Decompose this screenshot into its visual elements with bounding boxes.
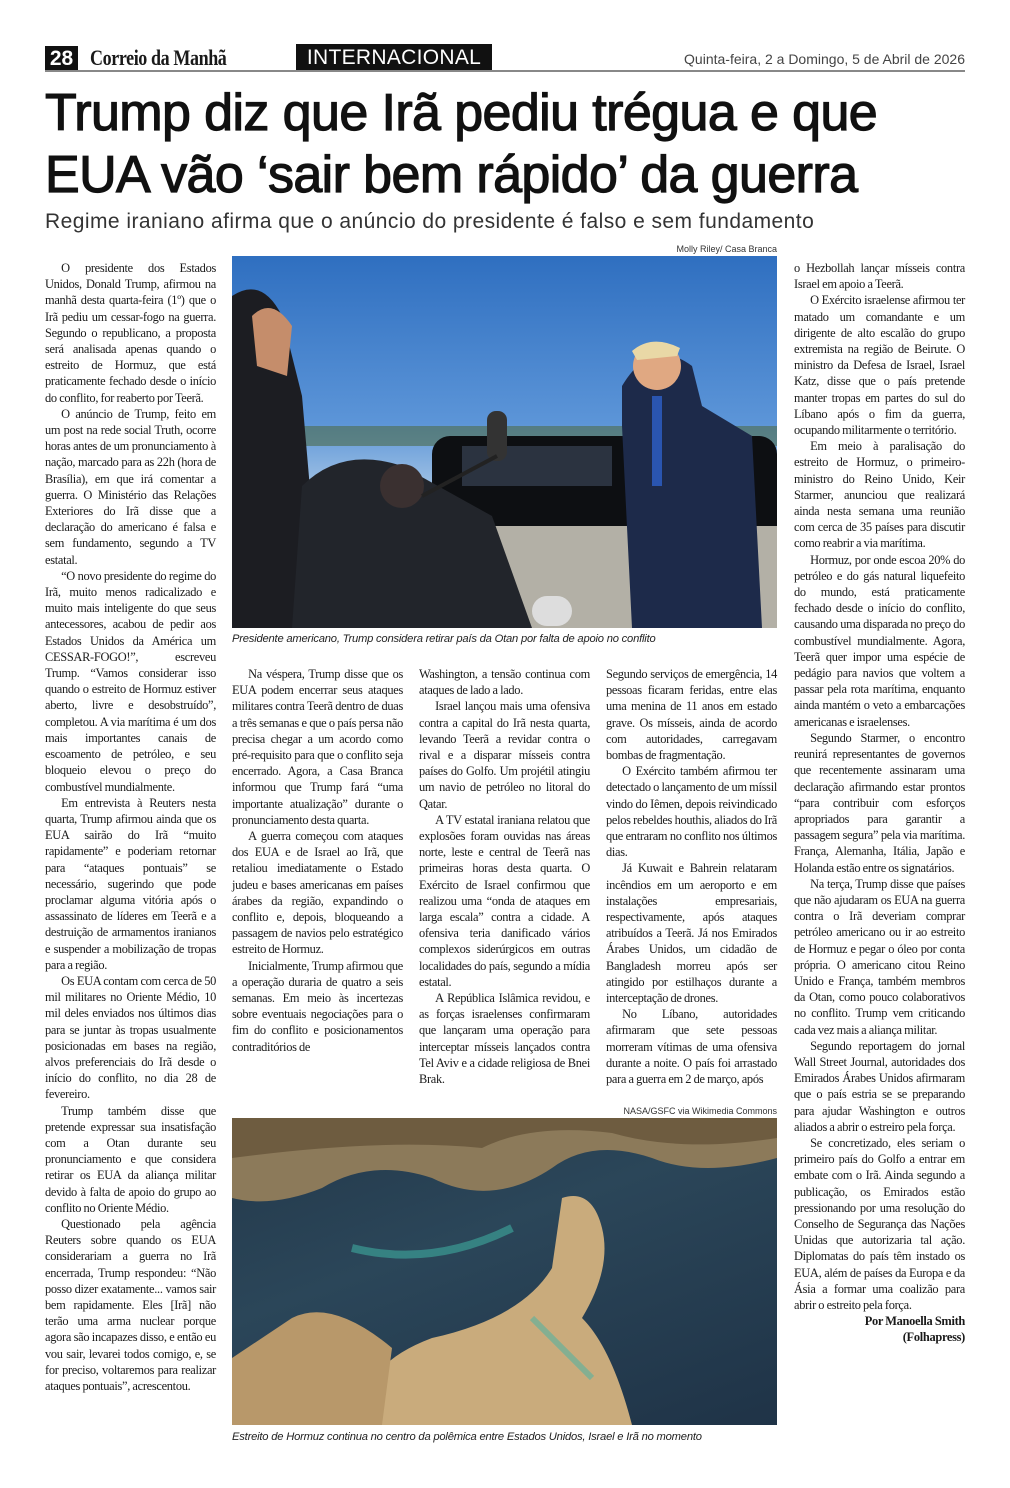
satellite-map-illustration: [232, 1118, 777, 1425]
article-paragraph: O presidente dos Estados Unidos, Donald Trump, afirmou na manhã desta quarta-feira (1º) que o Irã pediu um cessar-fogo na guerra. Segundo o republicano, a proposta será analisada apenas quando o estreito de Hormuz, que está praticamente fechado desde o início do conflito, for reaberto por Teerã.: [45, 261, 216, 405]
article-paragraph: Segundo reportagem do jornal Wall Street Journal, autoridades dos Emirados Árabes Unidos afirmaram que o país estria se se preparando para ajudar Washington e outros aliados a abrir o estreiro pela força.: [794, 1038, 965, 1134]
article-column-5: [794, 260, 965, 1346]
hormuz-satellite-map: [232, 1118, 777, 1425]
page-number: 28: [45, 46, 78, 71]
article-paragraph: O Exército israelense afirmou ter matado um comandante e um dirigente de alto escalão do grupo extremista na região de Beirute. O ministro da Defesa de Israel, Israel Katz, disse que o país pretende manter tropas em partes do sul do Líbano após o fim da guerra, ocupando militarmente o território.: [794, 293, 965, 438]
article-paragraph: Questionado pela agência Reuters sobre quando os EUA considerariam a guerra no Irã encerrada, Trump respondeu: “Não posso dizer exatamente... vamos sair bem rapidamente. Eles [Irã] não terão uma arma nuclear porque agora são incapazes disso, e então eu vou sair, levarei todos comigo, e, se for preciso, voltaremos para realizar ataques pontuais”, acrescentou.: [45, 1216, 216, 1394]
article-paragraph: O anúncio de Trump, feito em um post na rede social Truth, ocorre horas antes de um pronunciamento à nação, marcado para as 22h (hora de Brasília), em que irá comentar a guerra. O Ministério das Relações Exteriores do Irã disse que a declaração do americano é falsa e sem fundamento, segundo a TV estatal.: [45, 406, 216, 567]
article-paragraph: Washington, a tensão continua com ataques de lado a lado.: [419, 667, 590, 698]
article-paragraph: Inicialmente, Trump afirmou que a operação duraria de quatro a seis semanas. Em meio às incertezas sobre eventuais negociações para o fim do conflito e posicionamentos contraditórios de: [232, 958, 403, 1054]
article-column-2: [232, 666, 403, 1055]
article-column-1: [45, 260, 216, 1394]
byline-agency: (Folhapress): [902, 1330, 965, 1345]
headline-line-2: EUA vão ‘sair bem rápido’ da guerra: [45, 146, 858, 204]
article-paragraph: Na terça, Trump disse que países que não ajudaram os EUA na guerra contra o Irã deveriam comprar petróleo americano ou ir ao estreito de Hormuz e pegar o óleo por conta própria. O americano citou Reino Unido e França, também membros da Otan, como pouco colaborativos no conflito. Trump vem criticando cada vez mais a aliança militar.: [794, 876, 965, 1037]
article-paragraph: O Exército também afirmou ter detectado o lançamento de um míssil vindo do Iêmen, depois reivindicado pelos rebeldes houthis, aliados do Irã que entraram no conflito nos últimos dias.: [606, 764, 777, 860]
article-paragraph: “O novo presidente do regime do Irã, muito menos radicalizado e muito mais inteligente do que seus antecessores, acabou de pedir aos Estados Unidos da América um CESSAR-FOGO!”, escreveu Trump. “Vamos considerar isso quando o estreito de Hormuz estiver aberto, livre e desobstruído”, completou. A via marítima é um dos mais importantes canais de escoamento de petróleo, e seu bloqueio elevou o preço do combustível mundialmente.: [45, 568, 216, 794]
article-paragraph: Se concretizado, eles seriam o primeiro país do Golfo a entrar em embate com o Irã. Ainda segundo a publicação, os Emirados estão pressionando por uma resolução do Conselho de Segurança das Nações Unidas que autorizaria tal ação. Diplomatas do país têm instado os EUA, além de países da Europa e da Ásia a formar uma coalizão para abrir o estreito pela força.: [794, 1135, 965, 1312]
header-divider: [45, 70, 965, 72]
main-photo: [232, 256, 777, 628]
issue-date: Quinta-feira, 2 a Domingo, 5 de Abril de 2026: [684, 51, 965, 67]
press-scene-illustration: [232, 256, 777, 628]
article-paragraph: Em entrevista à Reuters nesta quarta, Trump afirmou ainda que os EUA sairão do Irã “muito rapidamente” e poderiam retornar para “ataques pontuais” se necessário, sugerindo que pode proclamar alguma vitória após o assassinato de líderes em Teerã e a destruição de armamentos iranianos e suspender a mobilização de tropas para a região.: [45, 795, 216, 972]
article-paragraph: Israel lançou mais uma ofensiva contra a capital do Irã nesta quarta, levando Teerã a revidar contra o rival e a disparar mísseis contra países do Golfo. Um projétil atingiu um navio de petróleo no litoral do Qatar.: [419, 699, 590, 811]
article-paragraph: Já Kuwait e Bahrein relataram incêndios em um aeroporto e em instalações empresariais, respectivamente, após ataques atribuídos a Teerã. Já nos Emirados Árabes Unidos, um cidadão de Bangladesh morreu após ser atingido por estilhaços durante a interceptação de drones.: [606, 861, 777, 1006]
map-credit: NASA/GSFC via Wikimedia Commons: [623, 1106, 777, 1116]
article-column-3: [419, 666, 590, 1087]
article-paragraph: o Hezbollah lançar mísseis contra Israel em apoio a Teerã.: [794, 261, 965, 292]
article-paragraph: A República Islâmica revidou, e as forças israelenses confirmaram que lançaram uma operação para interceptar mísseis lançados contra Tel Aviv e a cidade religiosa de Bnei Brak.: [419, 991, 590, 1087]
article-column-4: [606, 666, 777, 1087]
headline-line-1: Trump diz que Irã pediu trégua e que: [45, 84, 878, 142]
map-caption: Estreito de Hormuz continua no centro da polêmica entre Estados Unidos, Israel e Irã no momento: [232, 1431, 702, 1443]
article-paragraph: A guerra começou com ataques dos EUA e de Israel ao Irã, que retaliou imediatamente o Estado judeu e bases americanas em países árabes da região, expandindo o conflito e, depois, bloqueando a passagem de navios pelo estratégico estreito de Hormuz.: [232, 829, 403, 957]
article-paragraph: Os EUA contam com cerca de 50 mil militares no Oriente Médio, 10 mil deles enviados nos últimos dias para se juntar às tropas usualmente posicionadas em bases na região, alvos preferenciais do Irã desde o início do conflito, no dia 28 de fevereiro.: [45, 973, 216, 1102]
article-paragraph: Segundo serviços de emergência, 14 pessoas ficaram feridas, entre elas uma menina de 11 anos em estado grave. Os mísseis, ainda de acordo com autoridades, carregavam bombas de fragmentação.: [606, 667, 777, 763]
newspaper-masthead: Correio da Manhã: [90, 45, 227, 70]
headline: [45, 82, 985, 206]
photo-credit: Molly Riley/ Casa Branca: [676, 244, 777, 254]
article-paragraph: Na véspera, Trump disse que os EUA podem encerrar seus ataques militares contra Teerã dentro de duas a três semanas e que o país persa não precisa chegar a um acordo como pré-requisito para que o conflito seja encerrado. Agora, a Casa Branca informou que Trump fará “uma importante atualização” durante o pronunciamento desta quarta.: [232, 667, 403, 827]
byline: [794, 1313, 965, 1345]
section-label: INTERNACIONAL: [296, 44, 492, 71]
subtitle: Regime iraniano afirma que o anúncio do presidente é falso e sem fundamento: [45, 210, 815, 233]
article-paragraph: Em meio à paralisação do estreito de Hormuz, o primeiro-ministro do Reino Unido, Keir Starmer, anunciou que realizará ainda nesta semana uma reunião com cerca de 35 países para discutir como reabrir a via marítima.: [794, 439, 965, 551]
byline-author: Por Manoella Smith: [864, 1314, 965, 1329]
main-photo-caption: Presidente americano, Trump considera retirar país da Otan por falta de apoio no conflito: [232, 633, 656, 645]
article-paragraph: Hormuz, por onde escoa 20% do petróleo e do gás natural liquefeito do mundo, está praticamente fechado desde o início do conflito, causando uma disparada no preço do combustível mundialmente. Agora, Teerã quer impor uma espécie de pedágio para navios que voltem a passar pela rota marítima, enquanto ainda mantém o veto a embarcações americanas e israelenses.: [794, 552, 965, 729]
article-paragraph: Segundo Starmer, o encontro reunirá representantes de governos que recentemente assinaram uma declaração afirmando estar prontos “para contribuir com esforços apropriados para garantir a passagem segura” pela via marítima. França, Alemanha, Itália, Japão e Holanda estão entre os signatários.: [794, 730, 965, 875]
article-paragraph: No Líbano, autoridades afirmaram que sete pessoas morreram vítimas de uma ofensiva durante a noite. O país foi arrastado para a guerra em 2 de março, após: [606, 1007, 777, 1087]
article-paragraph: Trump também disse que pretende expressar sua insatisfação com a Otan durante seu pronunciamento e que considera retirar os EUA da aliança militar devido à falta de apoio do grupo ao conflito no Oriente Médio.: [45, 1103, 216, 1215]
article-paragraph: A TV estatal iraniana relatou que explosões foram ouvidas nas áreas norte, leste e central de Teerã nas primeiras horas desta quarta. O Exército de Israel confirmou que realizou uma “onda de ataques em larga escala” contra a cidade. A ofensiva teria danificado vários complexos siderúrgicos em outras localidades do país, segundo a mídia estatal.: [419, 812, 590, 989]
